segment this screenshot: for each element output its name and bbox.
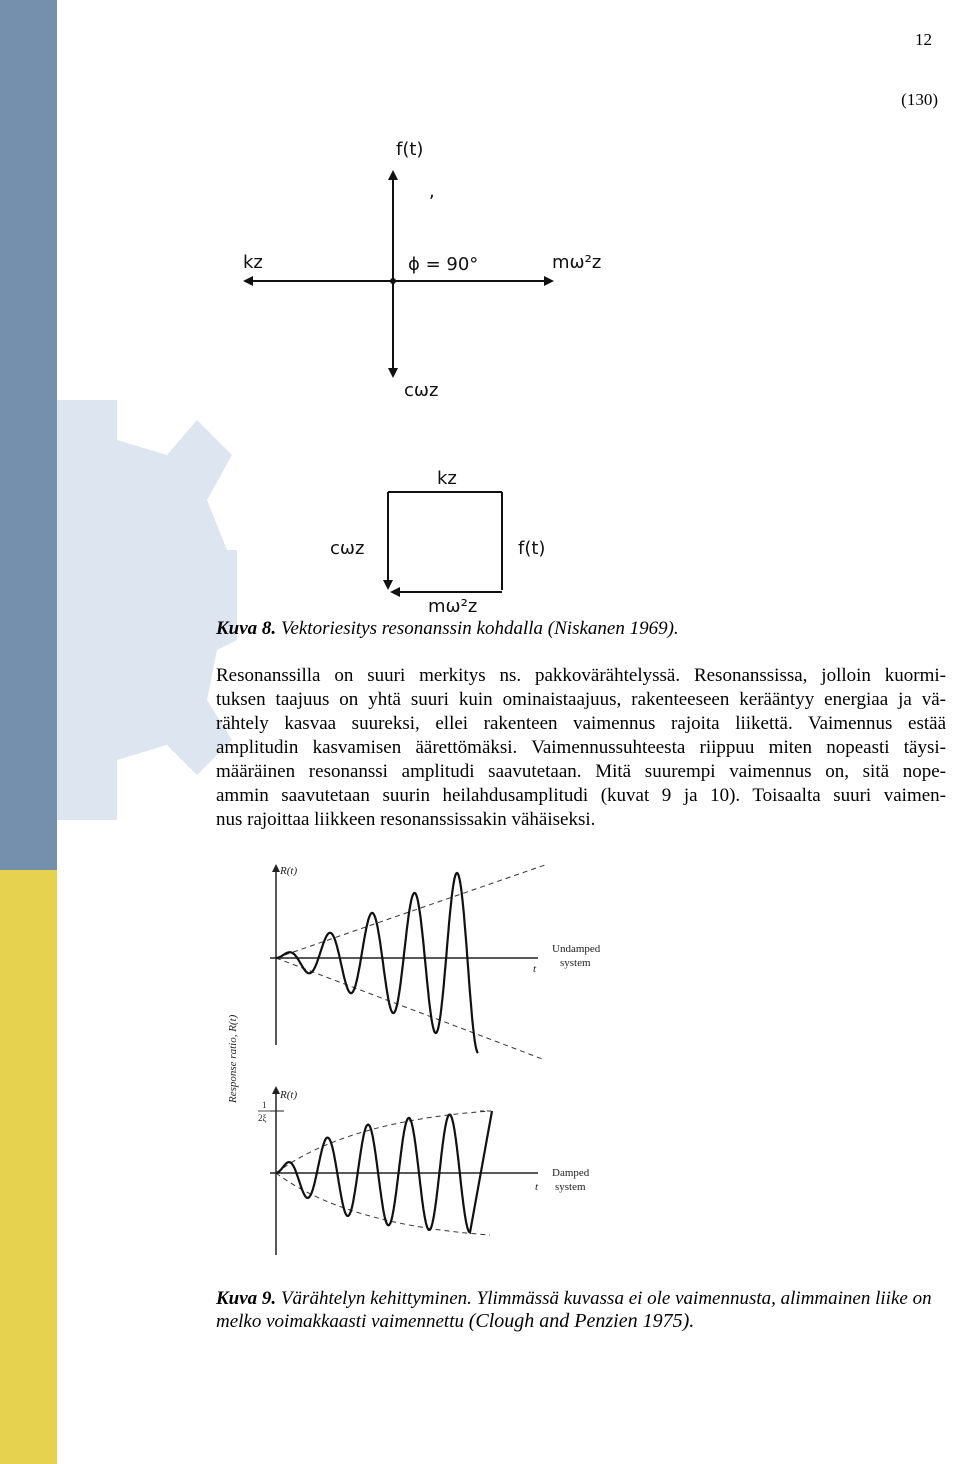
top-R-label: R(t) xyxy=(280,865,298,877)
damped-series-label-1: Damped xyxy=(552,1167,590,1179)
damped-series-label-2: system xyxy=(555,1181,586,1193)
top-t-label: t xyxy=(533,963,537,975)
top-envelope-lower xyxy=(276,958,545,1060)
undamped-series-label-1: Undamped xyxy=(552,943,601,955)
box-label-kz: kz xyxy=(437,468,457,489)
undamped-response-curve xyxy=(276,873,478,1053)
label-phi: ϕ = 90° xyxy=(408,254,479,275)
page-number: 12 xyxy=(915,30,932,49)
svg-text:,: , xyxy=(429,181,435,202)
figure-8-caption-label: Kuva 8. xyxy=(216,618,277,639)
paragraph-line-5: määräinen resonanssi amplitudi saavutetaan. Mitä suurempi vaimennus on, sitä nope- xyxy=(216,761,946,782)
figure-9-caption-line-2b: (Clough and Penzien 1975). xyxy=(468,1310,695,1332)
paragraph-line-3: rähtely kasvaa suureksi, ellei rakenteen vaimennus rajoita liikettä. Vaimennus estää xyxy=(216,713,946,734)
label-f-t: f(t) xyxy=(396,139,424,160)
top-envelope-upper xyxy=(276,865,545,958)
paragraph-line-7: nus rajoittaa liikkeen resonanssissakin vähäiseksi. xyxy=(216,809,596,830)
figure-9-caption xyxy=(216,1288,956,1333)
figure-8-caption-text: Vektoriesitys resonanssin kohdalla (Niskanen 1969). xyxy=(280,618,679,639)
undamped-series-label-2: system xyxy=(560,957,591,969)
paragraph-line-6: ammin saavutetaan suurin heilahdusamplitudi (kuvat 9 ja 10). Toisaalta suuri vaimen- xyxy=(216,785,946,806)
bottom-R-label: R(t) xyxy=(280,1089,298,1101)
paragraph-line-2: tuksen taajuus on yhtä suuri kuin ominaistaajuus, rakenteeseen kerääntyy energiaa ja vä- xyxy=(216,689,946,710)
figure-9-caption-label: Kuva 9. xyxy=(216,1288,277,1309)
bottom-tick-denominator: 2ξ xyxy=(258,1113,267,1123)
bottom-tick-numerator: 1 xyxy=(262,1100,267,1110)
box-label-mw2z: mω²z xyxy=(428,596,478,617)
label-mw2z: mω²z xyxy=(552,252,602,273)
damped-response-curve xyxy=(276,1111,492,1233)
label-cwz: cωz xyxy=(404,380,439,401)
label-kz: kz xyxy=(243,252,263,273)
equation-number: (130) xyxy=(901,90,938,109)
bottom-t-label: t xyxy=(535,1181,539,1193)
response-ratio-label: Response ratio, R(t) xyxy=(227,1014,239,1103)
box-label-f-t: f(t) xyxy=(518,538,546,559)
box-label-cwz: cωz xyxy=(330,538,365,559)
paragraph-line-1: Resonanssilla on suuri merkitys ns. pakkovärähtelyssä. Resonanssissa, jolloin kuormi- xyxy=(216,665,946,686)
figure-9-caption-line-1: Värähtelyn kehittyminen. Ylimmässä kuvassa ei ole vaimennusta, alimmainen liike on xyxy=(280,1288,932,1309)
paragraph-line-4: amplitudin kasvamisen äärettömäksi. Vaimennussuhteesta riippuu miten nopeasti täysi- xyxy=(216,737,946,758)
figure-9-caption-line-2a: melko voimakkaasti vaimennettu xyxy=(216,1311,469,1332)
